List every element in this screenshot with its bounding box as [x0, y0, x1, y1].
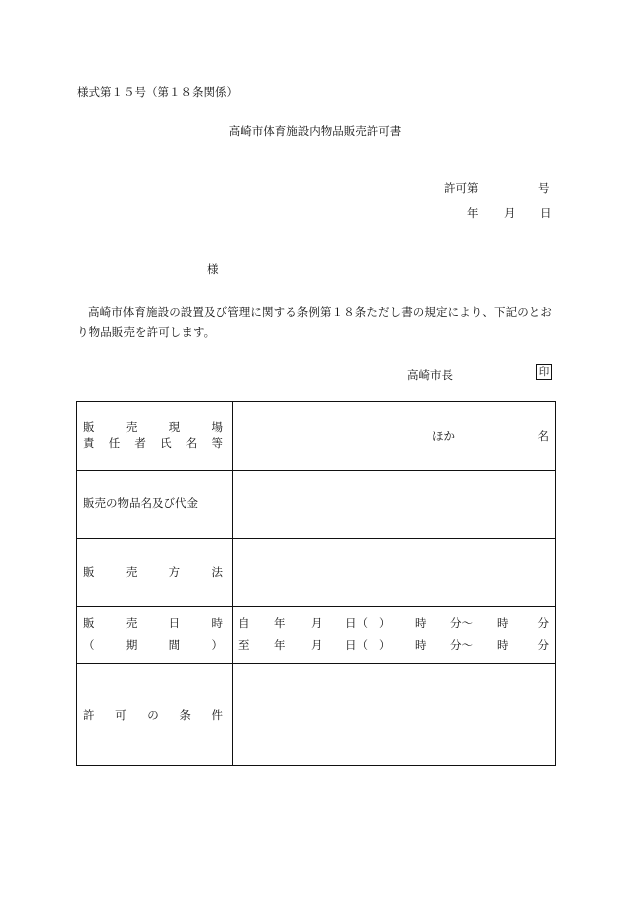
day-label: 日（ — [345, 616, 368, 630]
people-count-label: 名 — [537, 429, 549, 443]
row-divider — [77, 606, 555, 607]
row-divider — [77, 538, 555, 539]
hour-label: 時 — [415, 638, 427, 652]
label-line — [83, 495, 223, 511]
label-char: 件 — [211, 708, 223, 722]
label-char: 間 — [168, 638, 181, 652]
label-line — [83, 435, 223, 451]
month-label: 月 — [311, 638, 323, 652]
label-char: （ — [83, 638, 95, 652]
value-sales-datetime — [238, 615, 549, 653]
label-text: 販売の物品名及び代金 — [83, 496, 198, 510]
label-char: 売 — [125, 565, 138, 579]
label-char: 法 — [211, 565, 223, 579]
label-char: 氏 — [160, 436, 172, 450]
minute-label: 分〜 — [450, 616, 473, 630]
label-line — [83, 637, 223, 653]
to-label: 至 — [238, 638, 250, 652]
label-char: 責 — [83, 436, 95, 450]
hour-label: 時 — [497, 616, 509, 630]
minute-label: 分〜 — [450, 638, 473, 652]
label-sales-method — [83, 564, 223, 580]
label-sales-datetime — [83, 615, 223, 653]
row-divider — [77, 663, 555, 664]
column-divider — [232, 402, 233, 765]
label-char: 可 — [115, 708, 127, 722]
label-char: 売 — [125, 420, 138, 434]
row-divider — [77, 470, 555, 471]
body-text: 高崎市体育施設の設置及び管理に関する条例第１８条ただし書の規定により、下記のとおり物品販売を許可します。 — [77, 305, 552, 339]
label-char: 等 — [211, 436, 223, 450]
minute-label: 分 — [537, 638, 549, 652]
label-permit-conditions — [83, 707, 223, 723]
year-label: 年 — [274, 638, 286, 652]
hour-label: 時 — [497, 638, 509, 652]
label-char: 売 — [125, 616, 138, 630]
hour-label: 時 — [415, 616, 427, 630]
label-char: の — [147, 708, 159, 722]
label-char: 期 — [125, 638, 138, 652]
date-month-label: 月 — [504, 206, 516, 220]
label-line — [83, 615, 223, 631]
day-label: 日（ — [345, 638, 368, 652]
date-day-label: 日 — [540, 206, 552, 220]
label-char: 販 — [83, 565, 95, 579]
permit-details-table — [76, 401, 556, 766]
value-sales-manager — [238, 428, 549, 444]
minute-label: 分 — [537, 616, 549, 630]
label-line — [83, 419, 223, 435]
seal-mark: 印 — [536, 364, 552, 380]
label-sales-manager — [83, 419, 223, 451]
month-label: 月 — [311, 616, 323, 630]
permit-number-label: 許可第 — [444, 181, 479, 195]
weekday-close: ） — [379, 616, 391, 630]
date-line-from — [238, 615, 549, 631]
label-char: 任 — [108, 436, 121, 450]
label-char: 販 — [83, 616, 95, 630]
weekday-close: ） — [379, 638, 391, 652]
year-label: 年 — [274, 616, 286, 630]
label-char: 販 — [83, 420, 95, 434]
label-char: 日 — [168, 616, 181, 630]
form-number: 様式第１５号（第１８条関係） — [77, 85, 238, 99]
label-char: 時 — [211, 616, 223, 630]
value-line — [238, 428, 549, 444]
label-char: 名 — [185, 436, 198, 450]
label-char: 条 — [179, 708, 191, 722]
label-goods-and-price — [83, 495, 223, 511]
label-char: 現 — [168, 420, 181, 434]
date-line-to — [238, 637, 549, 653]
issuer-title: 高崎市長 — [407, 368, 453, 382]
label-line — [83, 707, 223, 723]
label-line — [83, 564, 223, 580]
label-char: 許 — [83, 708, 95, 722]
label-char: ） — [211, 638, 223, 652]
permit-number-suffix: 号 — [538, 181, 550, 195]
date-year-label: 年 — [467, 206, 479, 220]
hoka-label: ほか — [432, 429, 455, 443]
label-char: 場 — [211, 420, 223, 434]
addressee-honorific: 様 — [207, 262, 219, 276]
from-label: 自 — [238, 616, 250, 630]
label-char: 方 — [168, 565, 181, 579]
document-title: 高崎市体育施設内物品販売許可書 — [228, 124, 402, 138]
label-char: 者 — [134, 436, 146, 450]
